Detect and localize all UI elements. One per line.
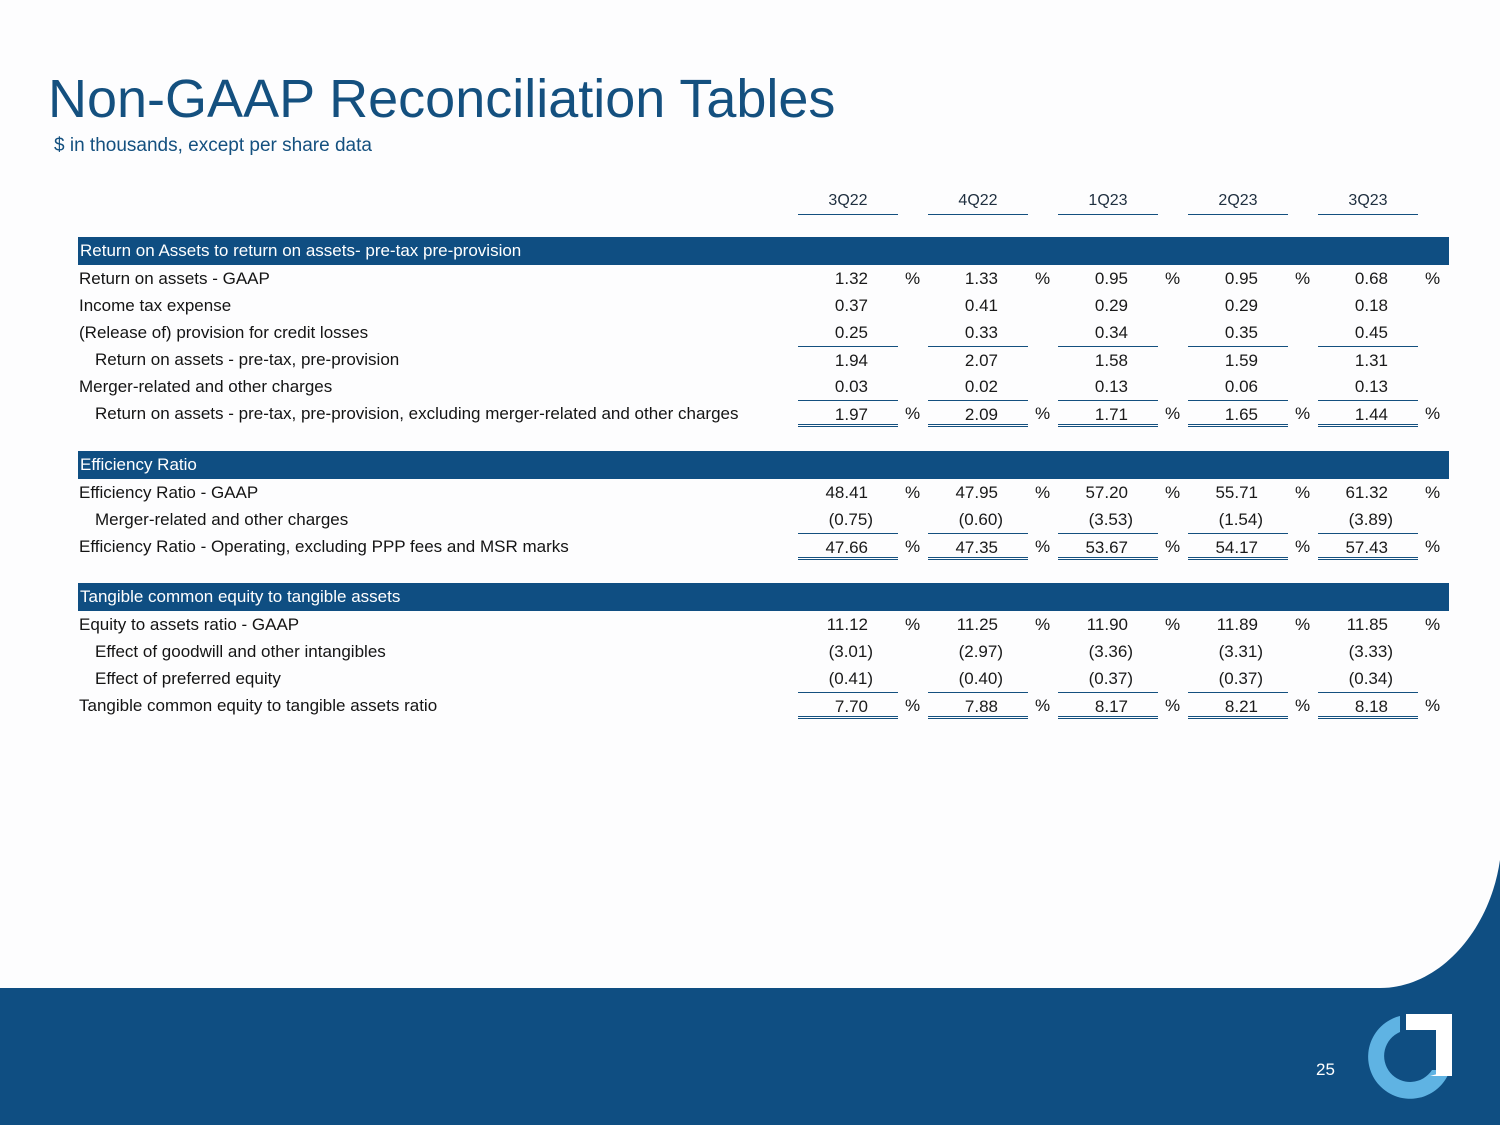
percent-sign: % <box>1295 696 1311 715</box>
percent-sign: % <box>1295 404 1311 423</box>
value-cell <box>1188 265 1288 292</box>
cell-value: 0.95 <box>1094 269 1128 288</box>
cell-value: (3.33) <box>1348 642 1393 661</box>
value-cell <box>798 533 898 560</box>
cell-value: 11.85 <box>1346 615 1388 634</box>
page-number: 25 <box>1316 1060 1335 1079</box>
value-cell <box>798 665 898 692</box>
percent-sign: % <box>1165 537 1181 556</box>
percent-sign: % <box>1295 615 1311 634</box>
column-header-1q23: 1Q23 <box>1058 192 1158 215</box>
value-cell <box>1318 373 1418 400</box>
cell-value: (0.40) <box>958 669 1003 688</box>
value-cell <box>798 479 898 506</box>
row-label: Efficiency Ratio - GAAP <box>79 483 259 502</box>
value-cell <box>1318 400 1418 427</box>
cell-value: 53.67 <box>1085 538 1128 557</box>
cell-value: (0.37) <box>1088 669 1133 688</box>
cell-value: 1.33 <box>964 269 998 288</box>
cell-value: 0.29 <box>1224 296 1258 315</box>
cell-value: (3.01) <box>828 642 873 661</box>
percent-sign: % <box>1035 483 1051 502</box>
cell-value: 0.13 <box>1354 377 1388 396</box>
cell-value: 0.18 <box>1354 296 1388 315</box>
percent-sign: % <box>905 537 921 556</box>
cell-value: (0.37) <box>1218 669 1263 688</box>
cell-value: 0.33 <box>964 323 998 342</box>
cell-value: 7.88 <box>964 697 998 716</box>
cell-value: 1.65 <box>1224 405 1258 424</box>
value-cell <box>798 400 898 427</box>
value-cell <box>1188 692 1288 719</box>
column-header-2q23: 2Q23 <box>1188 192 1288 215</box>
column-header-3q23: 3Q23 <box>1318 192 1418 215</box>
cell-value: 8.18 <box>1354 697 1388 716</box>
column-header-4q22: 4Q22 <box>928 192 1028 215</box>
value-cell <box>1188 611 1288 638</box>
section-header: Tangible common equity to tangible assets <box>78 583 1449 611</box>
cell-value: 0.03 <box>834 377 868 396</box>
row-label: Merger-related and other charges <box>95 510 349 529</box>
cell-value: 0.95 <box>1224 269 1258 288</box>
value-cell <box>798 692 898 719</box>
cell-value: (3.31) <box>1218 642 1263 661</box>
cell-value: 48.41 <box>825 483 868 502</box>
value-cell <box>798 292 898 319</box>
cell-value: 0.06 <box>1224 377 1258 396</box>
row-label: Income tax expense <box>79 296 232 315</box>
cell-value: 0.02 <box>964 377 998 396</box>
value-cell <box>1058 292 1158 319</box>
cell-value: 55.71 <box>1215 483 1258 502</box>
percent-sign: % <box>1035 404 1051 423</box>
value-cell <box>1318 533 1418 560</box>
cell-value: (3.36) <box>1088 642 1133 661</box>
cell-value: 8.17 <box>1094 697 1128 716</box>
cell-value: 1.97 <box>834 405 868 424</box>
cell-value: 8.21 <box>1224 697 1258 716</box>
cell-value: 0.41 <box>964 296 998 315</box>
cell-value: 11.90 <box>1086 615 1128 634</box>
percent-sign: % <box>1165 615 1181 634</box>
cell-value: 1.44 <box>1354 405 1388 424</box>
table-row <box>0 611 1500 638</box>
percent-sign: % <box>1035 696 1051 715</box>
percent-sign: % <box>1035 537 1051 556</box>
table-row <box>0 346 1500 373</box>
table-row <box>0 479 1500 506</box>
value-cell <box>928 319 1028 346</box>
section-header: Return on Assets to return on assets- pre-tax pre-provision <box>78 237 1449 265</box>
value-cell <box>1318 319 1418 346</box>
table-row <box>0 319 1500 346</box>
value-cell <box>798 611 898 638</box>
value-cell <box>928 373 1028 400</box>
percent-sign: % <box>1425 615 1441 634</box>
cell-value: (1.54) <box>1218 510 1263 529</box>
table-row <box>0 506 1500 533</box>
value-cell <box>1318 665 1418 692</box>
cell-value: (0.41) <box>828 669 873 688</box>
value-cell <box>928 265 1028 292</box>
row-label: Return on assets - pre-tax, pre-provision <box>95 350 400 369</box>
row-label: Effect of goodwill and other intangibles <box>95 642 386 661</box>
value-cell <box>928 611 1028 638</box>
percent-sign: % <box>1425 696 1441 715</box>
table-row <box>0 292 1500 319</box>
cell-value: 0.35 <box>1224 323 1258 342</box>
value-cell <box>1188 292 1288 319</box>
value-cell <box>1058 319 1158 346</box>
table-row <box>0 665 1500 692</box>
value-cell <box>1188 373 1288 400</box>
cell-value: 2.07 <box>964 351 998 370</box>
cell-value: 0.45 <box>1354 323 1388 342</box>
cell-value: 11.12 <box>826 615 868 634</box>
row-label: Merger-related and other charges <box>79 377 333 396</box>
value-cell <box>1058 665 1158 692</box>
percent-sign: % <box>1425 404 1441 423</box>
percent-sign: % <box>1295 537 1311 556</box>
table-row <box>0 265 1500 292</box>
row-label: (Release of) provision for credit losses <box>79 323 369 342</box>
percent-sign: % <box>1165 269 1181 288</box>
row-label: Efficiency Ratio - Operating, excluding PPP fees and MSR marks <box>79 537 569 556</box>
value-cell <box>928 692 1028 719</box>
cell-value: (2.97) <box>958 642 1003 661</box>
page-title: Non-GAAP Reconciliation Tables <box>48 69 836 129</box>
value-cell <box>928 346 1028 373</box>
value-cell <box>798 346 898 373</box>
table-row <box>0 400 1500 427</box>
cell-value: 0.34 <box>1094 323 1128 342</box>
value-cell <box>1188 506 1288 533</box>
value-cell <box>798 265 898 292</box>
cell-value: 47.66 <box>825 538 868 557</box>
cell-value: 1.31 <box>1354 351 1388 370</box>
value-cell <box>1318 265 1418 292</box>
value-cell <box>1318 346 1418 373</box>
cell-value: 1.32 <box>834 269 868 288</box>
value-cell <box>928 479 1028 506</box>
value-cell <box>1318 611 1418 638</box>
value-cell <box>1188 479 1288 506</box>
value-cell <box>1058 638 1158 665</box>
cell-value: (0.34) <box>1348 669 1393 688</box>
value-cell <box>1058 479 1158 506</box>
page-subtitle: $ in thousands, except per share data <box>54 135 372 156</box>
cell-value: 7.70 <box>834 697 868 716</box>
company-logo-icon <box>1360 1008 1460 1103</box>
cell-value: 0.29 <box>1094 296 1128 315</box>
row-label: Equity to assets ratio - GAAP <box>79 615 300 634</box>
value-cell <box>928 292 1028 319</box>
percent-sign: % <box>905 483 921 502</box>
table-row <box>0 638 1500 665</box>
cell-value: 1.59 <box>1224 351 1258 370</box>
value-cell <box>1058 400 1158 427</box>
value-cell <box>928 665 1028 692</box>
percent-sign: % <box>1165 404 1181 423</box>
percent-sign: % <box>1425 483 1441 502</box>
value-cell <box>1188 319 1288 346</box>
cell-value: 1.94 <box>834 351 868 370</box>
row-label: Effect of preferred equity <box>95 669 281 688</box>
percent-sign: % <box>1035 615 1051 634</box>
percent-sign: % <box>1425 269 1441 288</box>
value-cell <box>928 400 1028 427</box>
value-cell <box>928 638 1028 665</box>
percent-sign: % <box>1425 537 1441 556</box>
value-cell <box>798 506 898 533</box>
cell-value: 1.71 <box>1094 405 1128 424</box>
cell-value: 57.43 <box>1345 538 1388 557</box>
percent-sign: % <box>905 404 921 423</box>
value-cell <box>798 638 898 665</box>
value-cell <box>1318 692 1418 719</box>
percent-sign: % <box>905 696 921 715</box>
value-cell <box>1318 506 1418 533</box>
section-header: Efficiency Ratio <box>78 451 1449 479</box>
value-cell <box>1058 611 1158 638</box>
row-label: Return on assets - GAAP <box>79 269 270 288</box>
cell-value: 2.09 <box>964 405 998 424</box>
cell-value: (0.75) <box>828 510 873 529</box>
cell-value: 61.32 <box>1345 483 1388 502</box>
value-cell <box>1318 479 1418 506</box>
cell-value: (3.53) <box>1088 510 1133 529</box>
cell-value: 0.68 <box>1354 269 1388 288</box>
value-cell <box>798 319 898 346</box>
value-cell <box>1058 692 1158 719</box>
percent-sign: % <box>1165 483 1181 502</box>
table-row <box>0 692 1500 719</box>
value-cell <box>1188 665 1288 692</box>
cell-value: 54.17 <box>1215 538 1258 557</box>
cell-value: 1.58 <box>1094 351 1128 370</box>
value-cell <box>928 533 1028 560</box>
value-cell <box>928 506 1028 533</box>
cell-value: (0.60) <box>958 510 1003 529</box>
percent-sign: % <box>905 269 921 288</box>
percent-sign: % <box>1295 483 1311 502</box>
cell-value: 11.25 <box>956 615 998 634</box>
cell-value: 0.13 <box>1094 377 1128 396</box>
percent-sign: % <box>1295 269 1311 288</box>
value-cell <box>1318 638 1418 665</box>
value-cell <box>1058 506 1158 533</box>
value-cell <box>1058 373 1158 400</box>
cell-value: 0.25 <box>834 323 868 342</box>
cell-value: 57.20 <box>1085 483 1128 502</box>
cell-value: 47.95 <box>955 483 998 502</box>
value-cell <box>1188 400 1288 427</box>
cell-value: 11.89 <box>1216 615 1258 634</box>
value-cell <box>1058 265 1158 292</box>
row-label: Return on assets - pre-tax, pre-provision, excluding merger-related and other charges <box>95 404 739 423</box>
value-cell <box>1318 292 1418 319</box>
cell-value: 0.37 <box>834 296 868 315</box>
percent-sign: % <box>1165 696 1181 715</box>
cell-value: 47.35 <box>955 538 998 557</box>
value-cell <box>1188 533 1288 560</box>
value-cell <box>1188 346 1288 373</box>
value-cell <box>1058 533 1158 560</box>
value-cell <box>798 373 898 400</box>
percent-sign: % <box>1035 269 1051 288</box>
column-header-3q22: 3Q22 <box>798 192 898 215</box>
cell-value: (3.89) <box>1348 510 1393 529</box>
value-cell <box>1188 638 1288 665</box>
row-label: Tangible common equity to tangible assets ratio <box>79 696 438 715</box>
percent-sign: % <box>905 615 921 634</box>
table-row <box>0 373 1500 400</box>
table-row <box>0 533 1500 560</box>
value-cell <box>1058 346 1158 373</box>
